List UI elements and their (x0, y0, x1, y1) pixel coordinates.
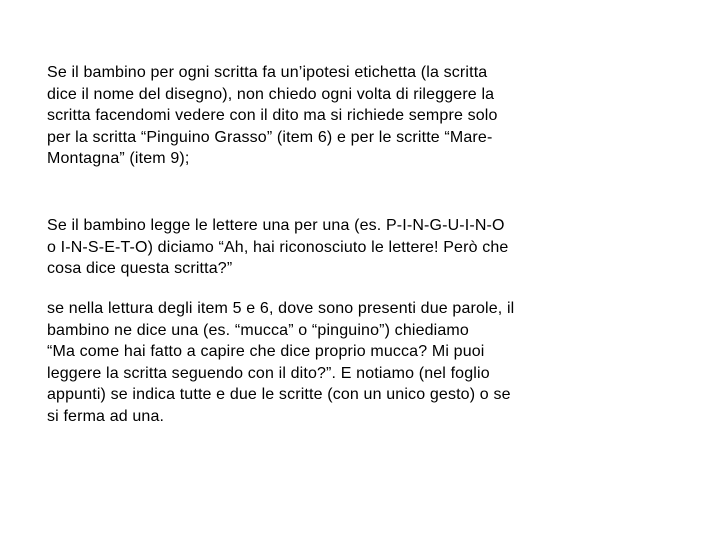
text-line: “Ma come hai fatto a capire che dice proprio mucca? Mi puoi (47, 343, 485, 361)
text-line: se nella lettura degli item 5 e 6, dove sono presenti due parole, il (47, 300, 515, 317)
paragraph-label-hypothesis (47, 62, 687, 170)
text-line: Se il bambino legge le lettere una per una (es. P-I-N-G-U-I-N-O (47, 217, 505, 234)
text-line: o I-N-S-E-T-O) diciamo “Ah, hai riconosciuto le lettere! Però che (47, 238, 509, 256)
paragraph-two-words (47, 298, 687, 428)
text-line: per la scritta “Pinguino Grasso” (item 6) e per le scritte “Mare- (47, 128, 493, 146)
text-line: Se il bambino per ogni scritta fa un’ipotesi etichetta (la scritta (47, 64, 488, 81)
text-line: dice il nome del disegno), non chiedo ogni volta di rileggere la (47, 85, 495, 103)
text-line: cosa dice questa scritta?” (47, 260, 233, 278)
paragraph-letter-by-letter (47, 215, 687, 280)
text-line: si ferma ad una. (47, 407, 165, 425)
text-line: scritta facendomi vedere con il dito ma si richiede sempre solo (47, 107, 498, 125)
text-line: appunti) se indica tutte e due le scritte (con un unico gesto) o se (47, 386, 511, 404)
text-line: bambino ne dice una (es. “mucca” o “pinguino”) chiediamo (47, 321, 469, 339)
text-line: leggere la scritta seguendo con il dito?”. E notiamo (nel foglio (47, 364, 490, 382)
text-line: Montagna” (item 9); (47, 150, 190, 168)
